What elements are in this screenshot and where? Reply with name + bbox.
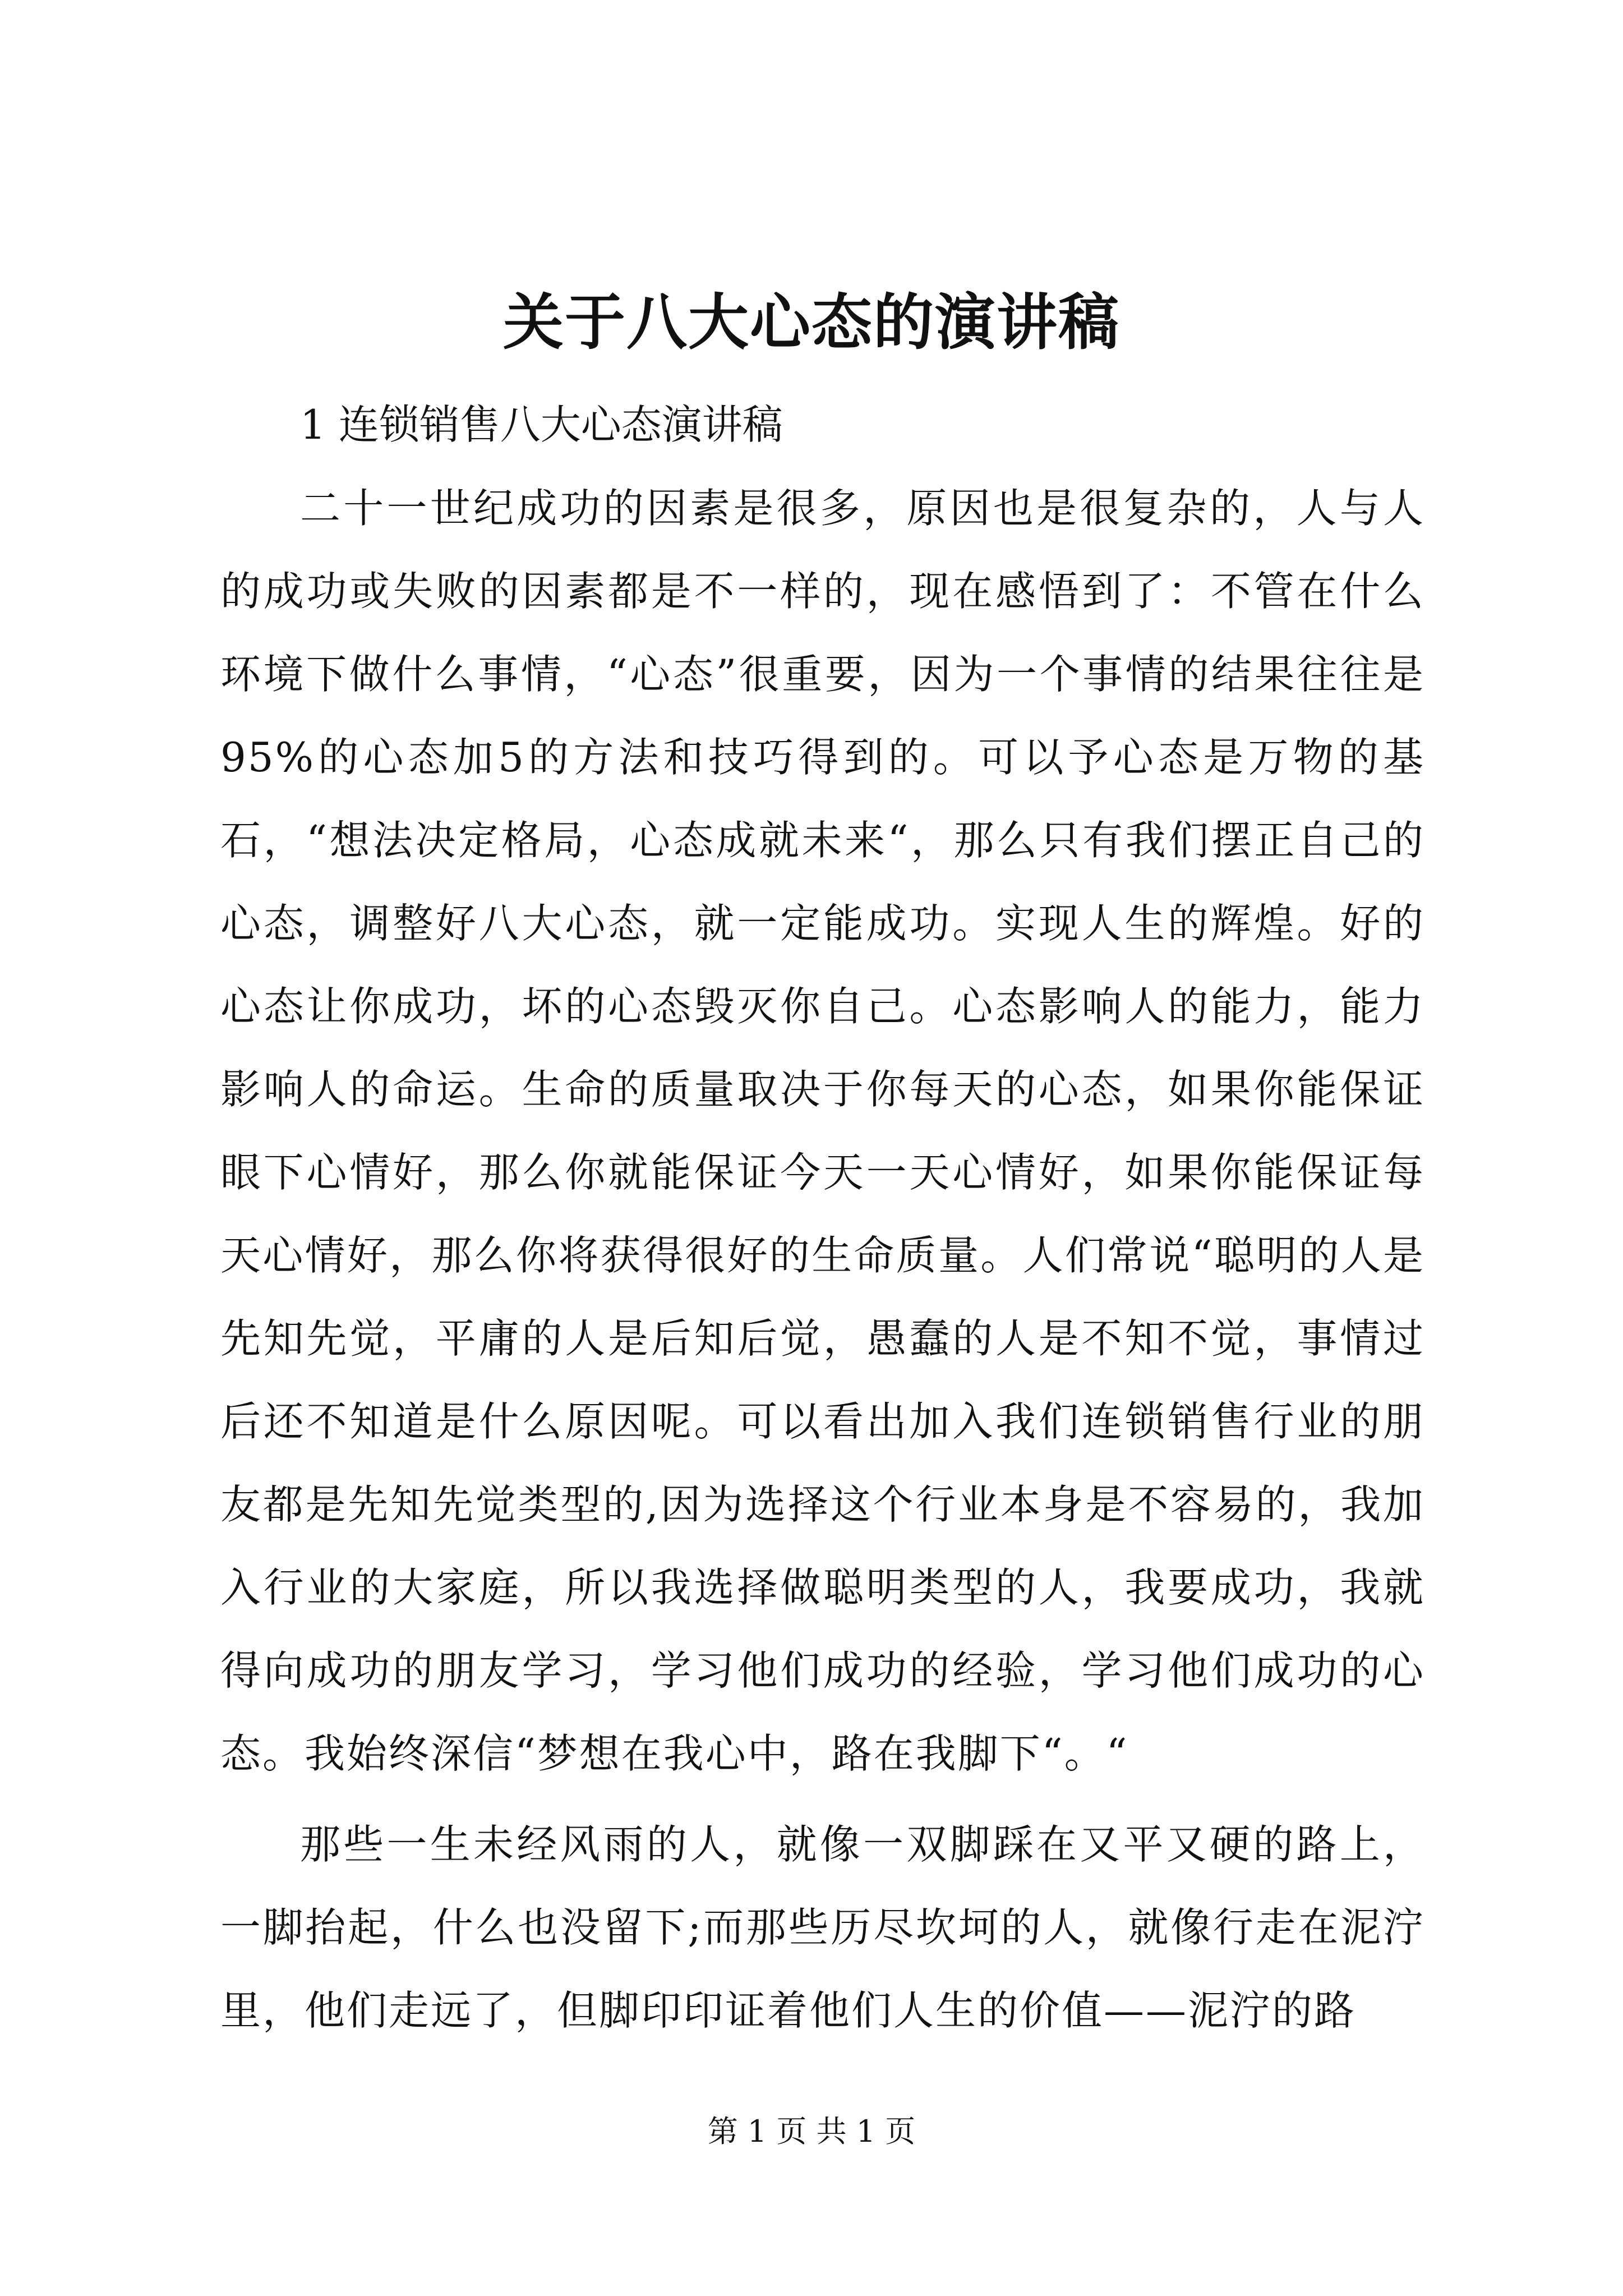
paragraph-1: 二十一世纪成功的因素是很多，原因也是很复杂的，人与人的成功或失败的因素都是不一样的，现在感悟到了：不管在什么环境下做什么事情，“心态”很重要，因为一个事情的结果往往是95%的心态加5的方法和技巧得到的。可以予心态是万物的基石，“想法决定格局，心态成就未来“，那么只有我们摆正自己的心态，调整好八大心态，就一定能成功。实现人生的辉煌。好的心态让你成功，坏的心态毁灭你自己。心态影响人的能力，能力影响人的命运。生命的质量取决于你每天的心态，如果你能保证眼下心情好，那么你就能保证今天一天心情好，如果你能保证每天心情好，那么你将获得很好的生命质量。人们常说“聪明的人是先知先觉，平庸的人是后知后觉，愚蠢的人是不知不觉，事情过后还不知道是什么原因呢。可以看出加入我们连锁销售行业的朋友都是先知先觉类型的,因为选择这个行业本身是不容易的，我加入行业的大家庭，所以我选择做聪明类型的人，我要成功，我就得向成功的朋友学习，学习他们成功的经验，学习他们成功的心态。我始终深信“梦想在我心中，路在我脚下“。“ — [220, 485, 1425, 1777]
page-footer: 第 1 页 共 1 页 — [707, 2114, 916, 2149]
document-title: 关于八大心态的演讲稿 — [502, 287, 1120, 358]
paragraph-2: 那些一生未经风雨的人，就像一双脚踩在又平又硬的路上，一脚抬起，什么也没留下;而那些历尽坎坷的人，就像行走在泥泞里，他们走远了，但脚印印证着他们人生的价值——泥泞的路 — [220, 1821, 1425, 2034]
document-body — [220, 383, 1425, 2052]
subheading: 1 连锁销售八大心态演讲稿 — [300, 401, 783, 448]
